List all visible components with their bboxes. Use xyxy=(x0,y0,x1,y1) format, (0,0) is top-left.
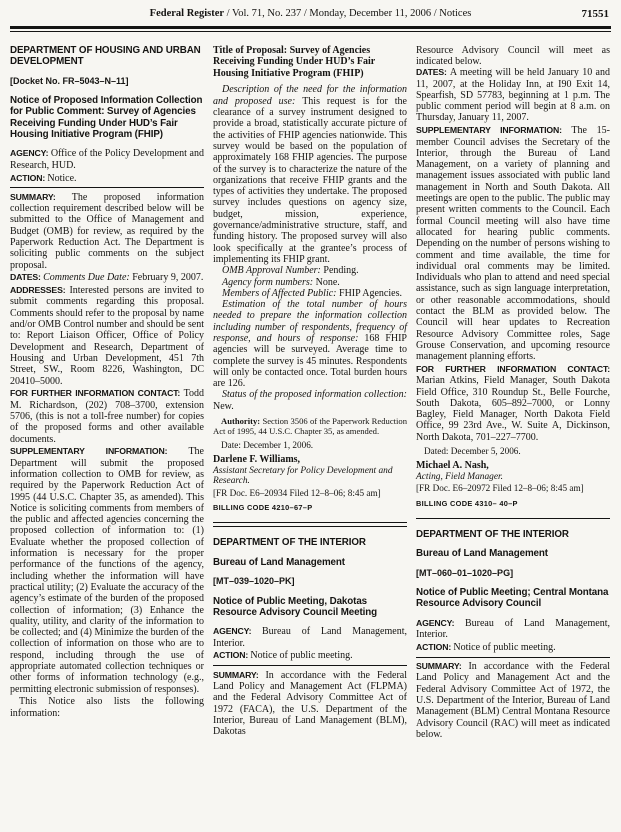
labeled-paragraph xyxy=(10,285,204,387)
body-text: DEPARTMENT OF THE INTERIOR xyxy=(416,528,569,540)
indented-paragraph xyxy=(213,277,407,288)
body-text: Resource Advisory Council will meet as indicated below. xyxy=(416,44,610,67)
body-text: [FR Doc. E6–20972 Filed 12–8–06; 8:45 am] xyxy=(416,483,584,494)
indented-paragraph xyxy=(213,84,407,265)
label-text: ACTION: xyxy=(10,172,48,183)
signature-title xyxy=(416,472,610,483)
label-text: ACTION: xyxy=(416,641,454,652)
column-3 xyxy=(416,45,610,742)
section-heading xyxy=(213,596,407,619)
italic-text: OMB Approval Number: xyxy=(222,265,324,277)
docket-number xyxy=(10,76,204,87)
italic-text: Description of the need for the information and proposed use: xyxy=(213,84,407,107)
signature-name xyxy=(213,454,407,465)
label-text: SUPPLEMENTARY INFORMATION: xyxy=(416,125,572,136)
section-heading xyxy=(416,548,610,559)
body-text: Title of Proposal: Survey of Agencies Receiving Funding Under HUD’s Fair Housing Initiative Program (FHIP) xyxy=(213,44,376,79)
body-text: DEPARTMENT OF HOUSING AND URBAN DEVELOPMENT xyxy=(10,44,201,68)
billing-code xyxy=(213,502,407,513)
paragraph xyxy=(416,45,610,68)
section-heading xyxy=(10,45,204,68)
signature-title xyxy=(213,466,407,487)
labeled-paragraph xyxy=(416,642,610,653)
signature-name xyxy=(416,460,610,471)
body-text: Bureau of Land Management xyxy=(213,556,345,568)
body-text: Section 3506 of the Paperwork Reduction Act of 1995, 44 U.S.C. Chapter 35, as amended. xyxy=(213,416,408,437)
italic-text: Agency form numbers: xyxy=(222,276,316,288)
date-line xyxy=(416,446,610,457)
fr-doc-line xyxy=(213,488,407,499)
body-text: Darlene F. Williams, xyxy=(213,454,301,466)
body-text: FHIP Agencies. xyxy=(339,287,402,299)
italic-text: Comments Due Date: xyxy=(43,272,133,284)
body-text: Date: December 1, 2006. xyxy=(221,440,314,451)
page-number: 71551 xyxy=(581,8,609,20)
label-text: SUMMARY: xyxy=(10,191,72,202)
section-heading xyxy=(416,529,610,540)
label-text: ADDRESSES: xyxy=(10,285,70,296)
body-text: Assistant Secretary for Policy Development and Research. xyxy=(213,465,393,487)
body-text: In accordance with the Federal Land Policy and Management Act (FLPMA) and the Federal Advisory Committee Act of 1972 (FACA), the U.S. Department of the Interior, Bureau of Land Management (BLM), Dakotas xyxy=(213,669,407,738)
labeled-paragraph xyxy=(213,626,407,649)
body-text: Notice. xyxy=(47,172,77,184)
content-columns xyxy=(10,45,611,742)
labeled-paragraph xyxy=(10,388,204,444)
column-1 xyxy=(10,45,204,742)
body-text: Notice of Proposed Information Collection for Public Comment: Survey of Agencies Receiving Funding Under HUD’s Fair Housing Initiative Program (FHIP) xyxy=(10,94,203,141)
body-text: This Notice also lists the following information: xyxy=(10,696,204,719)
body-text: Acting, Field Manager. xyxy=(416,471,503,482)
body-text: Dated: December 5, 2006. xyxy=(424,446,521,457)
date-line xyxy=(213,440,407,451)
body-text: None. xyxy=(315,276,340,288)
body-text: A meeting will be held January 10 and 11, 2007, at the Holiday Inn, at I90 Exit 14, Spearfish, SD 57783, beginning at 1 p.m. The public comment period will begin at 8 a.m. on Thursday, January 11, 2007. xyxy=(416,67,610,124)
body-text: Marian Atkins, Field Manager, South Dakota Field Office, 310 Roundup St., Belle Fourche, South Dakota, 605–892–7000, or Lonny Bagley, Field Manager, North Dakota Field Office, 99 23rd Ave., W. Suite A, Dickinson, North Dakota, 701–227–7700. xyxy=(416,375,610,443)
body-text: February 9, 2007. xyxy=(132,272,204,284)
label-text: AGENCY: xyxy=(213,626,262,637)
body-text: Bureau of Land Management, Interior. xyxy=(213,626,407,649)
labeled-paragraph xyxy=(213,670,407,738)
section-heading xyxy=(213,557,407,568)
body-text: Bureau of Land Management, Interior. xyxy=(416,617,610,641)
italic-text: Estimation of the total number of hours needed to prepare the information collection including number of respondents, frequency of response, and hours of response: xyxy=(213,299,407,344)
body-text: BILLING CODE 4310– 40–P xyxy=(416,498,518,508)
label-text: SUPPLEMENTARY INFORMATION: xyxy=(10,446,189,457)
labeled-paragraph xyxy=(416,618,610,641)
body-text: Notice of public meeting. xyxy=(250,650,353,662)
body-text: Todd M. Richardson, (202) 708–3700, extension 5706, (this is not a toll-free number) for copies of the proposed forms and other available documents. xyxy=(10,388,204,445)
italic-text: Members of Affected Public: xyxy=(222,287,340,299)
body-text: This request is for the clearance of a survey instrument designed to provide a broad, statistically accurate picture of the activities of FHIP agencies nationwide. This survey would be based on the population of approximately 168 FHIP agencies. The purpose of the survey is to characterize the nature of the organizations that receive FHIP grants and the types of activities they undertake. The proposed survey includes questions on agency size, budget, mission, experience, governance/administrative structure, staff, and funding history. The proposed survey will also look specifically at the grantee’s process of implementing its FHIP grant. xyxy=(213,95,407,265)
label-text: DATES: xyxy=(10,272,44,283)
authority-note xyxy=(213,416,407,436)
docket-number xyxy=(416,568,610,579)
journal-title: Federal Register xyxy=(149,8,225,19)
italic-text: Status of the proposed information collection: xyxy=(222,389,407,401)
labeled-paragraph xyxy=(10,446,204,695)
fr-doc-line xyxy=(416,483,610,494)
labeled-paragraph xyxy=(10,148,204,171)
section-divider xyxy=(10,187,204,188)
label-text: AGENCY: xyxy=(10,148,51,159)
section-heading xyxy=(416,587,610,610)
body-text: Notice of Public Meeting; Central Montana Resource Advisory Council xyxy=(416,586,609,610)
labeled-paragraph xyxy=(416,661,610,740)
indented-paragraph xyxy=(213,265,407,276)
labeled-paragraph xyxy=(416,125,610,362)
labeled-paragraph xyxy=(213,650,407,661)
body-text: [MT–060–01–1020–PG] xyxy=(416,567,514,578)
body-text: Notice of Public Meeting, Dakotas Resource Advisory Council Meeting xyxy=(213,595,378,618)
body-text: Notice of public meeting. xyxy=(453,641,556,653)
header-citation xyxy=(10,7,611,21)
body-text: Michael A. Nash, xyxy=(416,460,489,472)
running-head xyxy=(10,7,611,22)
section-divider xyxy=(213,665,407,666)
body-text: [MT–039–1020–PK] xyxy=(213,576,295,587)
billing-code xyxy=(416,498,610,509)
body-text: BILLING CODE 4210–67–P xyxy=(213,503,313,513)
labeled-paragraph xyxy=(10,173,204,184)
indented-paragraph xyxy=(213,389,407,412)
label-text: FOR FURTHER INFORMATION CONTACT: xyxy=(416,364,610,374)
docket-number xyxy=(213,576,407,587)
label-text: DATES: xyxy=(416,67,450,78)
indented-paragraph xyxy=(213,299,407,389)
title-of-proposal xyxy=(213,45,407,80)
body-text: Bureau of Land Management xyxy=(416,548,548,560)
section-divider xyxy=(416,657,610,658)
labeled-paragraph xyxy=(10,192,204,271)
label-text: AGENCY: xyxy=(416,617,465,628)
volume-citation: / Vol. 71, No. 237 / Monday, December 11, 2006 / Notices xyxy=(224,8,472,19)
notice-separator xyxy=(416,518,610,519)
labeled-paragraph xyxy=(10,272,204,283)
body-text: [Docket No. FR–5043–N–11] xyxy=(10,75,129,86)
section-heading xyxy=(213,537,407,548)
body-text: Office of the Policy Development and Research, HUD. xyxy=(10,148,204,171)
header-rule-thick xyxy=(10,26,611,29)
section-heading xyxy=(10,95,204,141)
body-text: The 15-member Council advises the Secretary of the Interior, through the Bureau of Land Management, on a variety of planning and management issues associated with public land management in North and South Dakota. All meetings are open to the public. The public may present written comments to the Council. Each formal Council meeting will also have time allocated for hearing public comments. Depending on the number of persons wishing to comment and time available, the time for individual oral comments may be limited. Individuals who plan to attend and need special assistance, such as sign language interpretation, or other reasonable accommodations, should contact the BLM as provided below. The Council will hear updates to Recreation Resource Advisory Committee roles, Sage Grouse Conservation, and upcoming resource management planning efforts. xyxy=(416,125,610,363)
bold-text: Authority: xyxy=(221,416,263,427)
body-text: The proposed information collection requirement described below will be submitted to the Office of Management and Budget (OMB) for review, as required by the Paperwork Reduction Act. The Department is soliciting public comments on the subject proposal. xyxy=(10,191,205,271)
body-text: The Department will submit the proposed information collection to OMB for review, as required by the Paperwork Reduction Act of 1995 (44 U.S.C. Chapter 35, as amended). This Notice is soliciting comments from members of the public and affected agencies concerning the proposed collection of information to: (1) Evaluate whether the proposed collection of information is necessary for the proper performance of the functions of the agency, including whether the information will have practical utility; (2) Evaluate the accuracy of the agency’s estimate of the burden of the proposed collection of information; (3) Enhance the quality, utility, and clarity of the information to be collected; and (4) Minimize the burden of the collection of information on those who are to respond, including through the use of appropriate automated collection techniques or other forms of information technology (e.g., permitting electronic submission of responses). xyxy=(10,446,204,695)
label-text: SUMMARY: xyxy=(213,669,266,680)
body-text: 168 FHIP agencies will be surveyed. Average time to complete the survey is 45 minutes. Respondents will only be contacted once. Total burden hours are 126. xyxy=(213,333,407,390)
indented-paragraph xyxy=(213,288,407,299)
body-text: Pending. xyxy=(323,265,359,277)
label-text: FOR FURTHER INFORMATION CONTACT: xyxy=(10,388,184,399)
header-rule xyxy=(10,26,611,32)
body-text: [FR Doc. E6–20934 Filed 12–8–06; 8:45 am] xyxy=(213,487,381,498)
indented-paragraph xyxy=(10,696,204,719)
labeled-paragraph xyxy=(416,67,610,123)
column-2 xyxy=(213,45,407,742)
labeled-paragraph xyxy=(416,364,610,443)
label-text: SUMMARY: xyxy=(416,661,469,672)
label-text: ACTION: xyxy=(213,650,251,661)
body-text: New. xyxy=(213,400,234,412)
header-rule-thin xyxy=(10,31,611,32)
body-text: Interested persons are invited to submit comments regarding this proposal. Comments should refer to the proposal by name and/or OMB Control number and should be sent to: Report Liaison Officer, Office of Policy Development and Research, Department of Housing and Urban Development, 451 7th Street, SW., Room 8226, Washington, DC 20410–5000. xyxy=(10,285,204,387)
notice-separator xyxy=(213,522,407,527)
body-text: In accordance with the Federal Land Policy and Management Act and the Federal Advisory Committee Act of 1972, the U.S. Department of the Interior, Bureau of Land Management (BLM) Central Montana Resource Advisory Council (RAC) will meet as indicated below. xyxy=(416,661,610,740)
body-text: DEPARTMENT OF THE INTERIOR xyxy=(213,537,366,549)
